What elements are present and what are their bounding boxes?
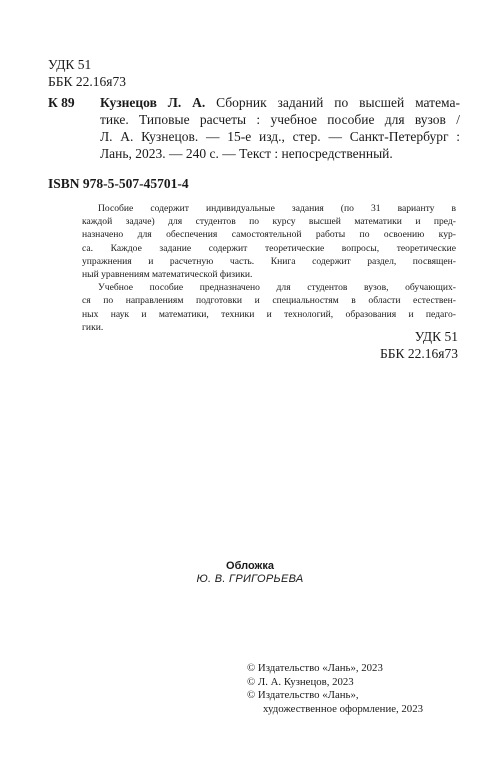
entry-line-3: Л. А. Кузнецов. — 15-е изд., стер. — Санкт-Петербург : bbox=[100, 129, 460, 144]
isbn: ISBN 978-5-507-45701-4 bbox=[48, 176, 189, 191]
abstract-line: упражнения и расчетную часть. Книга содержит раздел, посвящен- bbox=[82, 255, 456, 267]
abstract-line: Пособие содержит индивидуальные задания (по 31 варианту в bbox=[98, 203, 456, 214]
bbk-code: ББК 22.16я73 bbox=[380, 346, 458, 361]
entry-line-2: тике. Типовые расчеты : учебное пособие для вузов / bbox=[100, 112, 460, 127]
cover-designer: Ю. В. ГРИГОРЬЕВА bbox=[196, 573, 304, 585]
title-start: Сборник заданий по высшей матема- bbox=[216, 95, 460, 110]
udk-code: УДК 51 bbox=[48, 57, 92, 72]
bbk-code: ББК 22.16я73 bbox=[48, 74, 126, 89]
abstract-line: гики. bbox=[82, 321, 104, 333]
abstract-line: ся по направлениям подготовки и специальностям в области естествен- bbox=[82, 295, 456, 307]
abstract-line: ный уравнениям математической физики. bbox=[82, 269, 253, 281]
abstract-line: са. Каждое задание содержит теоретические вопросы, теоретические bbox=[82, 242, 456, 254]
abstract-line: ных наук и математики, техники и технологий, образования и педаго- bbox=[82, 308, 456, 320]
udk-code: УДК 51 bbox=[414, 329, 458, 344]
catalog-codes-bottom bbox=[380, 328, 458, 362]
cover-label: Обложка bbox=[226, 560, 274, 572]
author-mark: К 89 bbox=[48, 95, 75, 110]
abstract-line: каждой задаче) для студентов по курсу высшей математики и пред- bbox=[82, 216, 456, 228]
catalog-codes-top bbox=[48, 56, 126, 90]
abstract bbox=[82, 202, 456, 334]
copyright-block bbox=[247, 662, 423, 716]
abstract-line: Учебное пособие предназначено для студентов вузов, обучающих- bbox=[98, 282, 456, 294]
bibliographic-description bbox=[100, 94, 460, 162]
author-name: Кузнецов Л. А. bbox=[100, 95, 206, 110]
copyright-line: © Издательство «Лань», bbox=[247, 689, 359, 702]
copyright-line: © Издательство «Лань», 2023 bbox=[247, 662, 383, 674]
copyright-line: художественное оформление, 2023 bbox=[263, 702, 424, 715]
abstract-line: назначено для обеспечения самостоятельной работы по освоению кур- bbox=[82, 229, 456, 241]
copyright-line: © Л. А. Кузнецов, 2023 bbox=[247, 675, 354, 688]
entry-line-1 bbox=[100, 94, 460, 111]
entry-line-4: Лань, 2023. — 240 с. — Текст : непосредственный. bbox=[100, 146, 393, 161]
